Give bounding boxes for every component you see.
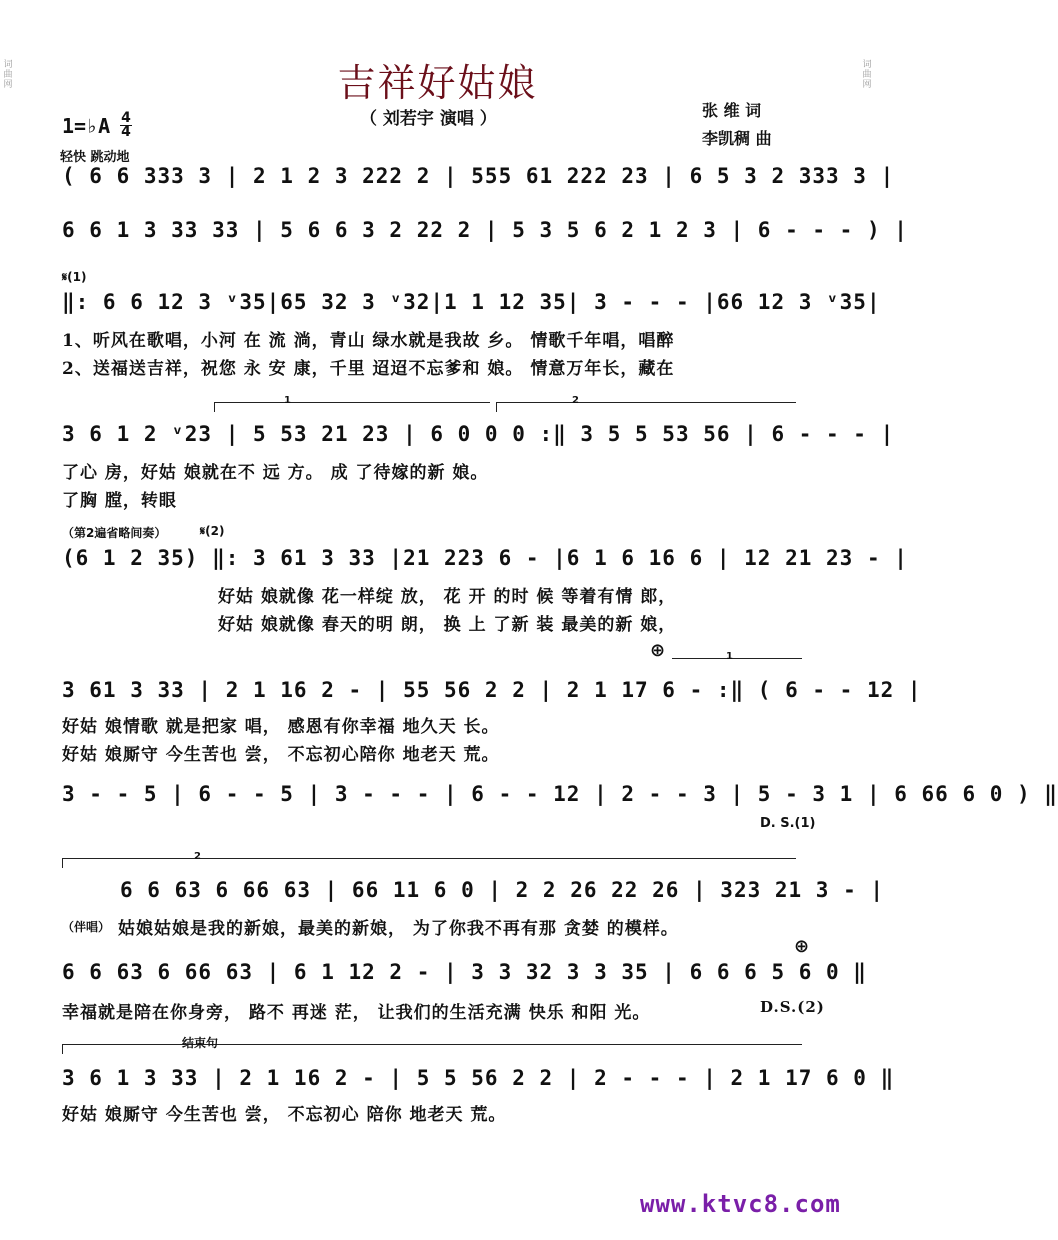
- meter-bottom: 4: [121, 124, 131, 140]
- ending-label: 结束句: [182, 1036, 219, 1050]
- score-row-5: (6 1 2 35) ‖: 3 61 3 33 |21 223 6 - |6 1 6 16 6 | 12 21 23 - |: [62, 546, 908, 570]
- performer: （ 刘若宇 演唱 ）: [360, 109, 497, 129]
- score-row-1: ( 6 6 333 3 | 2 1 2 3 222 2 | 555 61 222 23 | 6 5 3 2 333 3 |: [62, 164, 895, 188]
- score-row-8: 6 6 63 6 66 63 | 66 11 6 0 | 2 2 26 22 26 | 323 21 3 - |: [120, 878, 885, 902]
- volta-number-chorus: 2: [194, 851, 201, 862]
- score-row-10: 3 6 1 3 33 | 2 1 16 2 - | 5 5 56 2 2 | 2 - - - | 2 1 17 6 0 ‖: [62, 1066, 895, 1090]
- score-row-7: 3 - - 5 | 6 - - 5 | 3 - - - | 6 - - 12 | 2 - - 3 | 5 - 3 1 | 6 66 6 0 ) ‖: [62, 782, 1058, 806]
- lyric-row-5-verse-2: 好姑 娘就像 春天的明 朗， 换 上 了新 装 最美的新 娘，: [218, 615, 677, 635]
- accompaniment-label: （伴唱）: [62, 920, 111, 934]
- volta-tick: [214, 402, 216, 412]
- volta-bracket-coda: [672, 658, 802, 660]
- watermark-text: 词曲网: [3, 60, 13, 90]
- volta-bracket-1: [214, 402, 490, 404]
- score-row-2: 6 6 1 3 33 33 | 5 6 6 3 2 22 2 | 5 3 5 6 2 1 2 3 | 6 - - - ) |: [62, 218, 908, 242]
- song-title: 吉祥好姑娘: [337, 61, 538, 105]
- lyric-row-9: 幸福就是陪在你身旁， 路不 再迷 茫， 让我们的生活充满 快乐 和阳 光。: [62, 1003, 651, 1023]
- composer-credit: 李凯稠 曲: [702, 129, 772, 148]
- score-row-4: 3 6 1 2 ᵛ23 | 5 53 21 23 | 6 0 0 0 :‖ 3 5 5 53 56 | 6 - - - |: [62, 422, 895, 446]
- lyric-row-6-verse-1: 好姑 娘情歌 就是把家 唱， 感恩有你幸福 地久天 长。: [62, 717, 500, 737]
- site-url: www.ktvc8.com: [640, 1190, 841, 1218]
- interlude-note: （第2遍省略间奏）: [62, 526, 167, 540]
- key-signature: 1=♭A: [62, 114, 111, 138]
- lyric-row-5-verse-1: 好姑 娘就像 花一样绽 放， 花 开 的时 候 等着有情 郎，: [218, 587, 677, 607]
- score-row-3: ‖: 6 6 12 3 ᵛ35|65 32 3 ᵛ32|1 1 12 35| 3 - - - |66 12 3 ᵛ35|: [62, 290, 881, 314]
- time-signature: [120, 112, 132, 139]
- ending-bracket: [62, 1044, 802, 1046]
- volta-bracket-2: [496, 402, 796, 404]
- score-row-9: 6 6 63 6 66 63 | 6 1 12 2 - | 3 3 32 3 3 35 | 6 6 6 5 6 0 ‖: [62, 960, 867, 984]
- tempo-marking: 轻快 跳动地: [60, 150, 130, 165]
- dal-segno-1: D. S.(1): [760, 816, 816, 831]
- coda-sign: ⊕: [650, 640, 666, 661]
- segno-2: 𝄋(2): [200, 524, 225, 538]
- lyric-row-4-verse-2: 了胸 膛，转眼: [62, 491, 177, 511]
- watermark-text: 词曲网: [862, 60, 872, 90]
- score-row-6: 3 61 3 33 | 2 1 16 2 - | 55 56 2 2 | 2 1 17 6 - :‖ ( 6 - - 12 |: [62, 678, 922, 702]
- watermark-strip-left: [0, 0, 16, 1240]
- lyric-row-3-verse-1: 1、听风在歌唱，小河 在 流 淌，青山 绿水就是我故 乡。 情歌千年唱，唱醉: [62, 331, 675, 351]
- lyric-row-6-verse-2: 好姑 娘厮守 今生苦也 尝， 不忘初心陪你 地老天 荒。: [62, 745, 500, 765]
- volta-tick: [62, 1044, 64, 1054]
- dal-segno-2: D.S.(2): [760, 998, 825, 1016]
- volta-bracket-chorus: [62, 858, 796, 860]
- lyric-row-8: 姑娘姑娘是我的新娘，最美的新娘， 为了你我不再有那 贪婪 的模样。: [118, 919, 679, 939]
- volta-tick: [62, 858, 64, 868]
- volta-number-coda: 1: [726, 651, 733, 662]
- lyric-row-4-verse-1: 了心 房，好姑 娘就在不 远 方。 成 了待嫁的新 娘。: [62, 463, 489, 483]
- lyricist-credit: 张 维 词: [702, 101, 762, 120]
- lyric-row-10: 好姑 娘厮守 今生苦也 尝， 不忘初心 陪你 地老天 荒。: [62, 1105, 507, 1125]
- lyric-row-3-verse-2: 2、送福送吉祥，祝您 永 安 康，千里 迢迢不忘爹和 娘。 情意万年长，藏在: [62, 359, 675, 379]
- volta-number-2: 2: [572, 395, 579, 406]
- volta-tick: [496, 402, 498, 412]
- volta-number-1: 1: [284, 395, 291, 406]
- segno-1: 𝄋(1): [62, 270, 87, 284]
- coda-sign: ⊕: [794, 936, 810, 957]
- meter-top: 4: [121, 110, 131, 126]
